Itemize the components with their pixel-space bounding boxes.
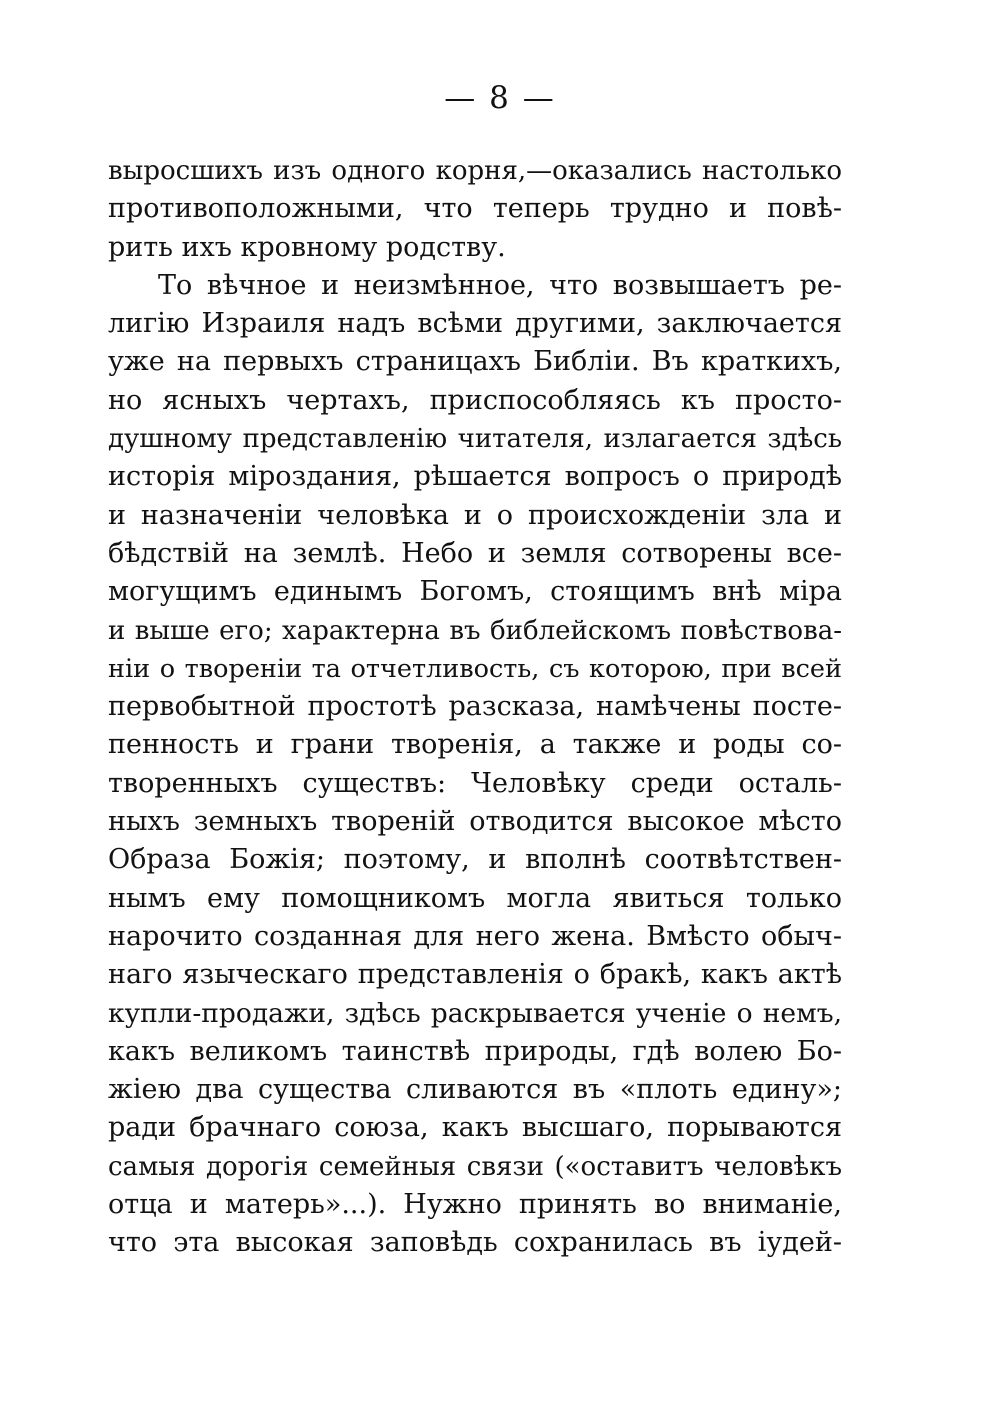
text-line: бѣдствій на землѣ. Небо и земля сотворены все- xyxy=(108,537,842,569)
text-line: исторія міроздания, рѣшается вопросъ о природѣ xyxy=(108,461,842,493)
text-line: Образа Божія; поэтому, и вполнѣ соотвѣтствен- xyxy=(108,844,842,876)
text-line: лигію Израиля надъ всѣми другими, заключается xyxy=(108,308,842,340)
text-line: наго языческаго представленія о бракѣ, какъ актѣ xyxy=(108,959,842,991)
text-line: творенныхъ существъ: Человѣку среди осталь- xyxy=(108,767,842,799)
text-line: нымъ ему помощникомъ могла явиться только xyxy=(108,882,842,914)
text-line: уже на первыхъ страницахъ Библіи. Въ краткихъ, xyxy=(108,346,842,378)
text-line: могущимъ единымъ Богомъ, стоящимъ внѣ міра xyxy=(108,576,842,608)
page-number: — 8 — xyxy=(444,80,556,116)
text-line: противоположными, что теперь трудно и повѣ- xyxy=(108,193,842,225)
text-line: нарочито созданная для него жена. Вмѣсто обыч- xyxy=(108,920,842,952)
text-line: отца и матерь»...). Нужно принять во вниманіе, xyxy=(108,1189,842,1221)
body-text xyxy=(108,152,842,1263)
text-line: купли-продажи, здѣсь раскрывается ученіе о немъ, xyxy=(108,997,842,1029)
text-line: но ясныхъ чертахъ, приспособляясь къ просто- xyxy=(108,384,842,416)
text-line: ради брачнаго союза, какъ высшаго, порываются xyxy=(108,1112,842,1144)
text-line: самыя дорогія семейныя связи («оставитъ человѣкъ xyxy=(108,1151,842,1182)
text-line: и назначеніи человѣка и о происхожденіи зла и xyxy=(108,499,842,531)
text-line: выросшихъ изъ одного корня,—оказались настолько xyxy=(108,156,842,186)
text-line: какъ великомъ таинствѣ природы, гдѣ волею Бо- xyxy=(108,1035,842,1067)
text-line: первобытной простотѣ разсказа, намѣчены посте- xyxy=(108,691,842,723)
text-line: рить ихъ кровному родству. xyxy=(108,231,506,263)
text-line: жіею два существа сливаются въ «плоть едину»; xyxy=(108,1074,842,1106)
text-line: и выше его; характерна въ библейскомъ повѣствова- xyxy=(108,615,842,646)
text-line: То вѣчное и неизмѣнное, что возвышаетъ ре- xyxy=(158,269,842,301)
text-line: что эта высокая заповѣдь сохранилась въ іудей- xyxy=(108,1227,842,1259)
text-line: пенность и грани творенія, а также и роды со- xyxy=(108,729,842,761)
text-line: ніи о твореніи та отчетливость, съ которою, при всей xyxy=(108,653,842,684)
text-line: душному представленію читателя, излагается здѣсь xyxy=(108,424,842,455)
text-line: ныхъ земныхъ твореній отводится высокое мѣсто xyxy=(108,806,842,838)
